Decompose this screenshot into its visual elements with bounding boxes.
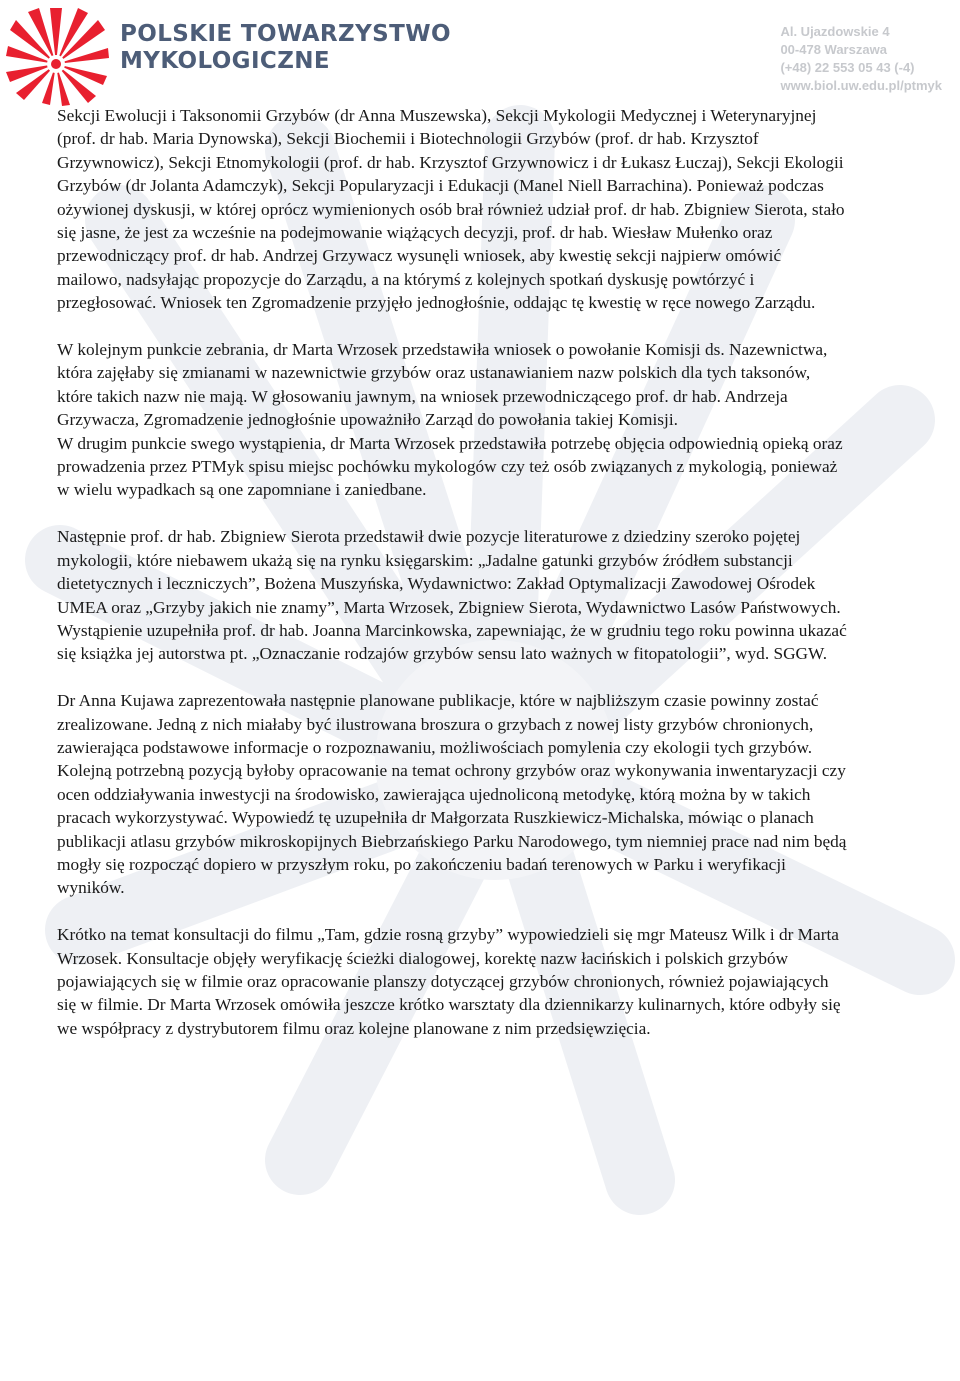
paragraph: Krótko na temat konsultacji do filmu „Tam, gdzie rosną grzyby” wypowiedzieli się mgr Mateusz Wilk i dr Marta Wrzosek. Konsultacje objęły weryfikację ścieżki dialogowej, korektę nazw łacińskich i polskich grzybów pojawiających się w filmie oraz opracowanie planszy dotyczącej grzybów chronionych, również pojawiających się w filmie. Dr Marta Wrzosek omówiła jeszcze krótko warsztaty dla dziennikarzy kulinarnych, które odbyły się we współpracy z dystrybutorem filmu oraz kolejne planowane z nim przedsięwzięcia. [57, 925, 841, 1038]
paragraph: W kolejnym punkcie zebrania, dr Marta Wrzosek przedstawiła wniosek o powołanie Komisji ds. Nazewnictwa, która zajęłaby się zmianami w nazewnictwie grzybów oraz ustanawianiem nazw polskich dla tych taksonów, które takich nazw nie mają. W głosowaniu jawnym, na wniosek przewodniczącego prof. dr hab. Andrzeja Grzywacza, Zgromadzenie jednogłośnie upoważniło Zarząd do powołania takiej Komisji. [57, 340, 828, 430]
paragraph: W drugim punkcie swego wystąpienia, dr Marta Wrzosek przedstawiła potrzebę objęcia odpowiednią opieką oraz prowadzenia przez PTMyk spisu miejsc pochówku mykologów czy też osób związanych z mykologią, ponieważ w wielu wypadkach są one zapomniane i zaniedbane. [57, 433, 843, 500]
letterhead [0, 0, 960, 105]
document-body [57, 104, 847, 1040]
organization-name-line1: POLSKIE TOWARZYSTWO [120, 21, 451, 47]
society-logo-icon [6, 6, 110, 106]
phone-number: (+48) 22 553 05 43 (-4) [780, 60, 915, 75]
contact-block [780, 23, 942, 95]
website-link[interactable]: www.biol.uw.edu.pl/ptmyk [780, 78, 942, 93]
organization-name-line2: MYKOLOGICZNE [120, 48, 331, 74]
organization-name [120, 21, 451, 75]
address-street: Al. Ujazdowskie 4 [780, 24, 890, 39]
paragraph: Sekcji Ewolucji i Taksonomii Grzybów (dr Anna Muszewska), Sekcji Mykologii Medycznej i Weterynaryjnej (prof. dr hab. Maria Dynowska), Sekcji Biochemii i Biotechnologii Grzybów (prof. dr hab. Krzysztof Grzywnowicz), Sekcji Etnomykologii (prof. dr hab. Krzysztof Grzywnowicz i dr Łukasz Łuczaj), Sekcji Ekologii Grzybów (dr Jolanta Adamczyk), Sekcji Popularyzacji i Edukacji (Manel Niell Barrachina). Ponieważ podczas ożywionej dyskusji, w której oprócz wymienionych osób brał również udział prof. dr hab. Zbigniew Sierota, stało się jasne, że jest za wcześnie na podejmowanie wiążących decyzji, prof. dr hab. Wiesław Mułenko oraz przewodniczący prof. dr hab. Andrzej Grzywacz wysunęli wniosek, aby kwestię sekcji najpierw omówić mailowo, nadsyłając propozycje do Zarządu, a na którymś z kolejnych spotkań dyskusję powtórzyć i przegłosować. Wniosek ten Zgromadzenie przyjęło jednogłośnie, oddając tę kwestię w ręce nowego Zarządu. [57, 106, 845, 313]
paragraph: Dr Anna Kujawa zaprezentowała następnie planowane publikacje, które w najbliższym czasie powinny zostać zrealizowane. Jedną z nich miałaby być ilustrowana broszura o grzybach z nowej listy grzybów chronionych, zawierająca podstawowe informacje o rozpoznawaniu, możliwościach pomylenia czy ekologii tych grzybów. Kolejną potrzebną pozycją byłoby opracowanie na temat ochrony grzybów oraz wykonywania inwentaryzacji czy ocen oddziaływania inwestycji na środowisko, zawierająca ujednoliconą metodykę, którą można by w takich pracach wykorzystywać. Wypowiedź tę uzupełniła dr Małgorzata Ruszkiewicz-Michalska, mówiąc o planach publikacji atlasu grzybów mikroskopijnych Biebrzańskiego Parku Narodowego, tym niemniej prace nad nim będą mogły się rozpocząć dopiero w przyszłym roku, po zakończeniu badań terenowych w Parku i weryfikacji wyników. [57, 691, 847, 898]
address-city: 00-478 Warszawa [780, 42, 887, 57]
paragraph: Następnie prof. dr hab. Zbigniew Sierota przedstawił dwie pozycje literaturowe z dziedziny szeroko pojętej mykologii, które niebawem ukażą się na rynku księgarskim: „Jadalne gatunki grzybów źródłem substancji dietetycznych i leczniczych”, Bożena Muszyńska, Wydawnictwo: Zakład Optymalizacji Zawodowej Ośrodek UMEA oraz „Grzyby jakich nie znamy”, Marta Wrzosek, Zbigniew Sierota, Wydawnictwo Lasów Państwowych. Wystąpienie uzupełniła prof. dr hab. Joanna Marcinkowska, zapewniając, że w grudniu tego roku powinna ukazać się książka jej autorstwa pt. „Oznaczanie rodzajów grzybów sensu lato ważnych w fitopatologii”, wyd. SGGW. [57, 527, 847, 664]
